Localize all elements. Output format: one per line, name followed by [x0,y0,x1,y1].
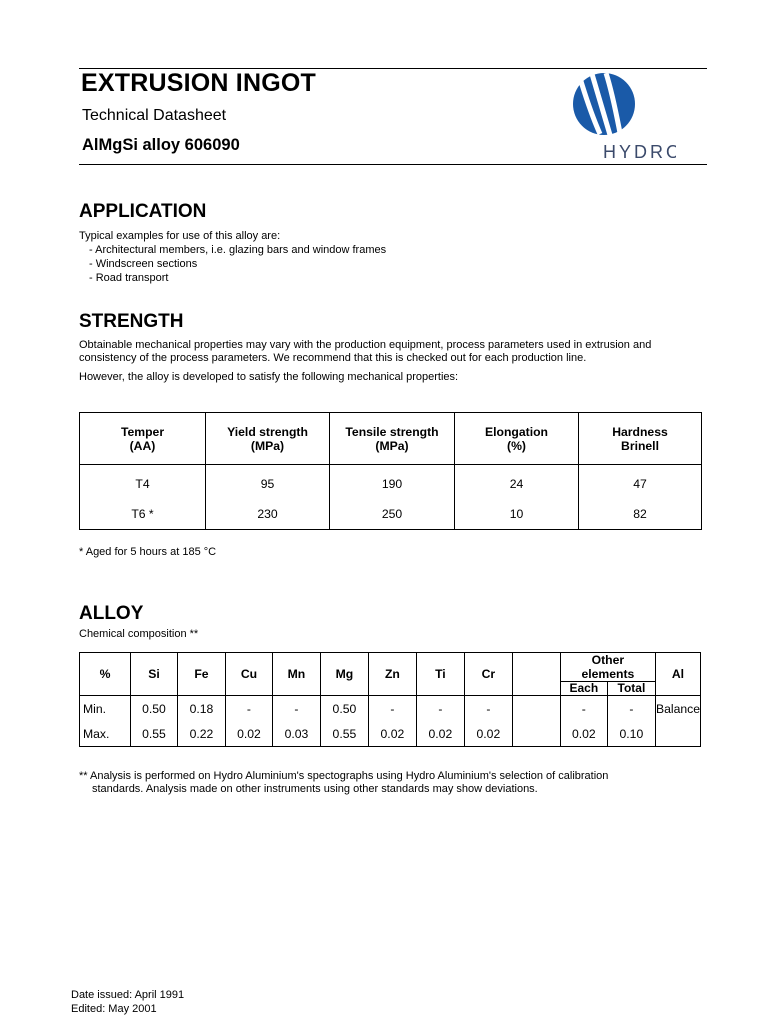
table-cell: 82 [579,499,702,530]
table-row [80,696,701,722]
section-heading-alloy: ALLOY [79,603,144,624]
table-row [80,721,701,747]
table-cell: 0.02 [464,721,512,747]
analysis-note: ** Analysis is performed on Hydro Aluminium's spectographs using Hydro Aluminium's selection of calibration [79,770,609,782]
column-header: Elongation (%) [455,413,579,465]
table-cell: 0.10 [607,721,655,747]
column-header: Si [130,653,177,696]
table-cell: 0.18 [177,696,225,722]
column-header: Mg [320,653,368,696]
table-cell: 0.55 [320,721,368,747]
alloy-caption: Chemical composition ** [79,628,199,640]
section-heading-application: APPLICATION [79,201,207,222]
table-cell: 0.02 [368,721,416,747]
table-cell: 47 [579,465,702,500]
table-cell: - [272,696,320,722]
table-cell [655,721,700,747]
column-header: Fe [177,653,225,696]
column-header-each: Each [560,682,607,696]
column-header-total: Total [607,682,655,696]
column-header-other-elements: Other elements [560,653,655,682]
hydro-logo-icon [566,72,676,164]
strength-table [79,412,702,530]
column-header: Cr [464,653,512,696]
application-item: - Architectural members, i.e. glazing bars and window frames [89,244,387,256]
table-cell: Balance [655,696,700,722]
strength-paragraph: Obtainable mechanical properties may vary with the production equipment, process parameters used in extrusion and [79,339,652,351]
table-cell: 230 [206,499,330,530]
table-cell: 0.02 [225,721,272,747]
page-subtitle: Technical Datasheet [82,107,227,124]
page-title: EXTRUSION INGOT [81,69,316,97]
column-header: Tensile strength (MPa) [330,413,455,465]
row-label: Min. [80,696,131,722]
strength-footnote: * Aged for 5 hours at 185 °C [79,546,217,558]
section-heading-strength: STRENGTH [79,311,184,332]
row-label: Max. [80,721,131,747]
table-cell: 0.03 [272,721,320,747]
table-cell [512,721,560,747]
table-cell: - [607,696,655,722]
strength-paragraph: consistency of the process parameters. We recommend that this is checked out for each production line. [79,352,587,364]
column-header: Yield strength (MPa) [206,413,330,465]
column-header [512,653,560,696]
column-header: Hardness Brinell [579,413,702,465]
strength-paragraph: However, the alloy is developed to satisfy the following mechanical properties: [79,371,459,383]
table-cell: 24 [455,465,579,500]
table-cell: 0.02 [416,721,464,747]
application-item: - Windscreen sections [89,258,198,270]
table-cell: 0.22 [177,721,225,747]
date-issued: Date issued: April 1991 [71,989,185,1001]
application-intro: Typical examples for use of this alloy are: [79,230,281,242]
table-cell: - [225,696,272,722]
table-cell: - [368,696,416,722]
column-header: Ti [416,653,464,696]
table-cell [512,696,560,722]
table-cell: 250 [330,499,455,530]
application-item: - Road transport [89,272,169,284]
table-cell: 10 [455,499,579,530]
table-cell: 0.50 [130,696,177,722]
table-cell: - [416,696,464,722]
column-header: % [80,653,131,696]
table-cell: 0.55 [130,721,177,747]
analysis-note: standards. Analysis made on other instruments using other standards may show deviations. [92,783,538,795]
table-cell: T6 * [80,499,206,530]
logo-wordmark: HYDRO [603,142,676,162]
column-header: Zn [368,653,416,696]
table-row [80,465,702,500]
table-row [80,499,702,530]
composition-table [79,652,701,747]
table-cell: 190 [330,465,455,500]
hydro-logo [566,72,676,164]
column-header: Temper (AA) [80,413,206,465]
table-cell: - [464,696,512,722]
table-cell: T4 [80,465,206,500]
column-header: Al [655,653,700,696]
column-header: Mn [272,653,320,696]
table-cell: 0.50 [320,696,368,722]
header-bottom-rule [79,164,707,165]
table-cell: 95 [206,465,330,500]
table-cell: 0.02 [560,721,607,747]
date-edited: Edited: May 2001 [71,1003,157,1015]
table-cell: - [560,696,607,722]
alloy-designation: AlMgSi alloy 606090 [82,136,240,154]
column-header: Cu [225,653,272,696]
